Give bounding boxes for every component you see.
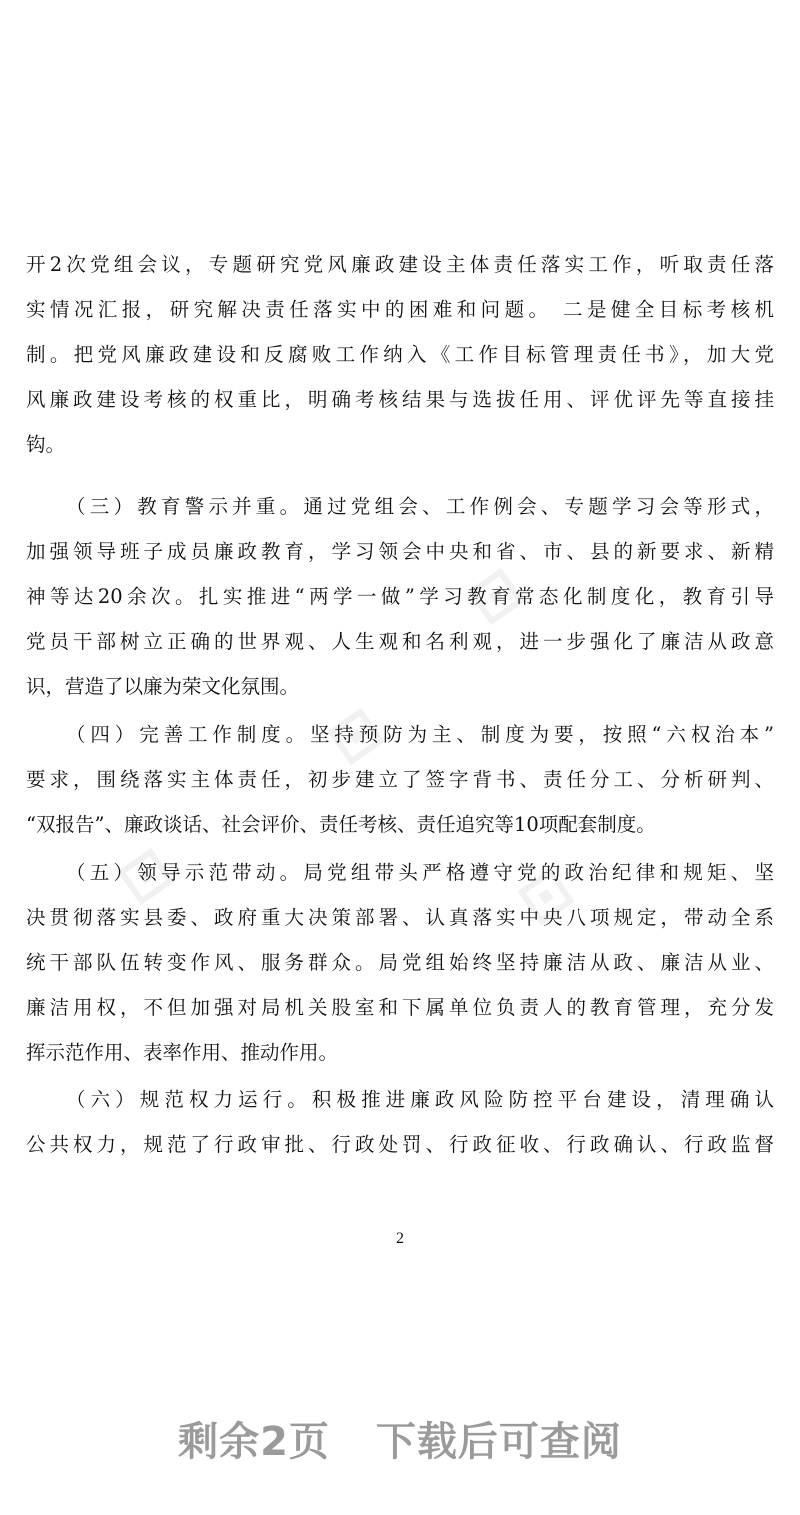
paragraph-line: 神等达20余次。扎实推进“两学一做”学习教育常态化制度化，教育引导 bbox=[26, 585, 774, 608]
paragraph-line: “双报告”、廉政谈话、社会评价、责任考核、责任追究等10项配套制度。 bbox=[26, 813, 656, 836]
paragraph-line: 公共权力，规范了行政审批、行政处罚、行政征收、行政确认、行政监督 bbox=[26, 1133, 774, 1156]
paragraph-line: 识，营造了以廉为荣文化氛围。 bbox=[26, 675, 300, 698]
paragraph-line: （四）完善工作制度。坚持预防为主、制度为要，按照“六权治本” bbox=[66, 723, 774, 746]
download-to-view-label: 下载后可查阅 bbox=[375, 1419, 622, 1465]
download-banner[interactable] bbox=[0, 1410, 800, 1467]
paragraph-line: 制。把党风廉政建设和反腐败工作纳入《工作目标管理责任书》，加大党 bbox=[26, 343, 774, 366]
paragraph-line: 统干部队伍转变作风、服务群众。局党组始终坚持廉洁从政、廉洁从业、 bbox=[26, 951, 774, 974]
paragraph-line: 决贯彻落实县委、政府重大决策部署、认真落实中央八项规定，带动全系 bbox=[26, 906, 774, 929]
remaining-pages-label: 剩余2页 bbox=[178, 1419, 330, 1465]
paragraph-line: 钩。 bbox=[26, 433, 66, 456]
watermark: ⊡ bbox=[504, 851, 588, 939]
watermark: ⊡ bbox=[104, 831, 188, 919]
paragraph-line: 实情况汇报，研究解决责任落实中的困难和问题。 二是健全目标考核机 bbox=[26, 298, 774, 321]
paragraph-line: 开2次党组会议，专题研究党风廉政建设主体责任落实工作，听取责任落 bbox=[26, 253, 774, 276]
page-number: 2 bbox=[396, 1230, 404, 1247]
paragraph-line: （三）教育警示并重。通过党组会、工作例会、专题学习会等形式， bbox=[66, 495, 774, 518]
paragraph-line: 加强领导班子成员廉政教育，学习领会中央和省、市、县的新要求、新精 bbox=[26, 540, 774, 563]
paragraph-line: （五）领导示范带动。局党组带头严格遵守党的政治纪律和规矩、坚 bbox=[66, 861, 774, 884]
paragraph-line: 党员干部树立正确的世界观、人生观和名利观，进一步强化了廉洁从政意 bbox=[26, 630, 774, 653]
paragraph-line: 要求，围绕落实主体责任，初步建立了签字背书、责任分工、分析研判、 bbox=[26, 768, 774, 791]
watermark: ⊡ bbox=[454, 551, 538, 639]
paragraph-line: 风廉政建设考核的权重比，明确考核结果与选拔任用、评优评先等直接挂 bbox=[26, 388, 774, 411]
watermark: ⊡ bbox=[314, 691, 398, 779]
paragraph-line: （六）规范权力运行。积极推进廉政风险防控平台建设，清理确认 bbox=[66, 1088, 774, 1111]
paragraph-line: 廉洁用权，不但加强对局机关股室和下属单位负责人的教育管理，充分发 bbox=[26, 996, 774, 1019]
paragraph-line: 挥示范作用、表率作用、推动作用。 bbox=[26, 1041, 339, 1064]
